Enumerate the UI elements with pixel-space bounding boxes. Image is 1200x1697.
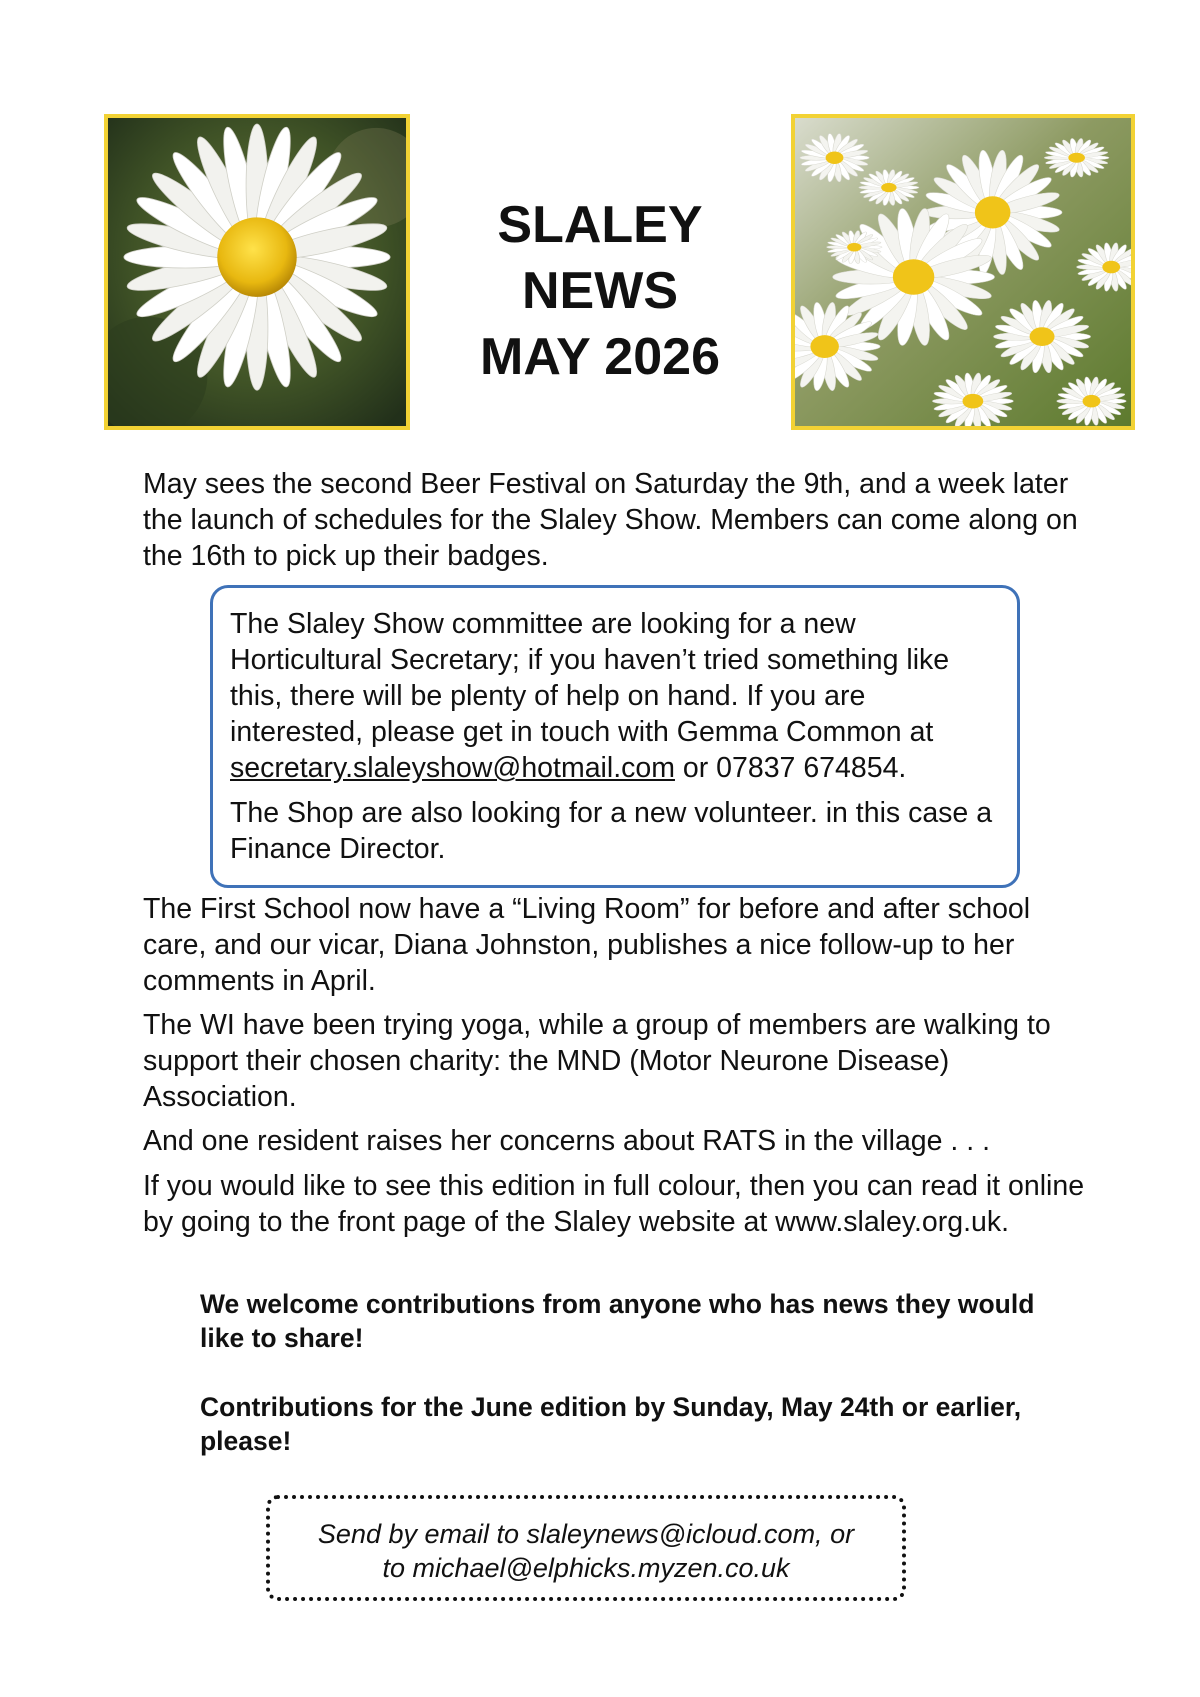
contributions-deadline: Contributions for the June edition by Sunday, May 24th or earlier, please! bbox=[200, 1392, 1022, 1456]
contributions-welcome: We welcome contributions from anyone who has news they would like to share! bbox=[200, 1289, 1035, 1353]
secretary-email-link[interactable]: secretary.slaleyshow@hotmail.com bbox=[230, 752, 675, 784]
single-daisy-image bbox=[108, 118, 406, 426]
callout-paragraph-shop: The Shop are also looking for a new volunteer. in this case a Finance Director. bbox=[230, 797, 993, 865]
daisy-photo-right bbox=[791, 114, 1135, 430]
send-line-1: Send by email to slaleynews@icloud.com, or bbox=[317, 1519, 855, 1549]
masthead-line-3: MAY 2026 bbox=[480, 328, 720, 386]
masthead-line-1: SLALEY bbox=[497, 196, 703, 254]
masthead-line-2: NEWS bbox=[522, 262, 678, 320]
callout-secretary-phone: or 07837 674854. bbox=[674, 752, 907, 784]
paragraph-rats: And one resident raises her concerns about RATS in the village . . . bbox=[143, 1125, 991, 1157]
daisy-field-image bbox=[795, 118, 1131, 426]
send-contact-box bbox=[266, 1495, 906, 1601]
paragraph-first-school: The First School now have a “Living Room” for before and after school care, and our vicar, Diana Johnston, publishes a nice follow-up to her comments in April. bbox=[143, 893, 1031, 997]
paragraph-online-edition: If you would like to see this edition in full colour, then you can read it online by going to the front page of the Slaley website at www.slaley.org.uk. bbox=[143, 1170, 1085, 1238]
callout-paragraph-secretary bbox=[230, 606, 999, 786]
send-line-2: to michael@elphicks.myzen.co.uk bbox=[382, 1553, 790, 1583]
intro-paragraph: May sees the second Beer Festival on Saturday the 9th, and a week later the launch of schedules for the Slaley Show. Members can come along on the 16th to pick up their badges. bbox=[143, 468, 1078, 572]
newsletter-masthead bbox=[440, 192, 760, 390]
volunteer-callout-box bbox=[210, 585, 1020, 888]
daisy-photo-left bbox=[104, 114, 410, 430]
paragraph-wi: The WI have been trying yoga, while a group of members are walking to support their chosen charity: the MND (Motor Neurone Disease) Association. bbox=[143, 1009, 1051, 1113]
callout-secretary-text: The Slaley Show committee are looking for a new Horticultural Secretary; if you haven’t tried something like this, there will be plenty of help on hand. If you are interested, please get in touch with Gemma Common at bbox=[230, 608, 950, 748]
